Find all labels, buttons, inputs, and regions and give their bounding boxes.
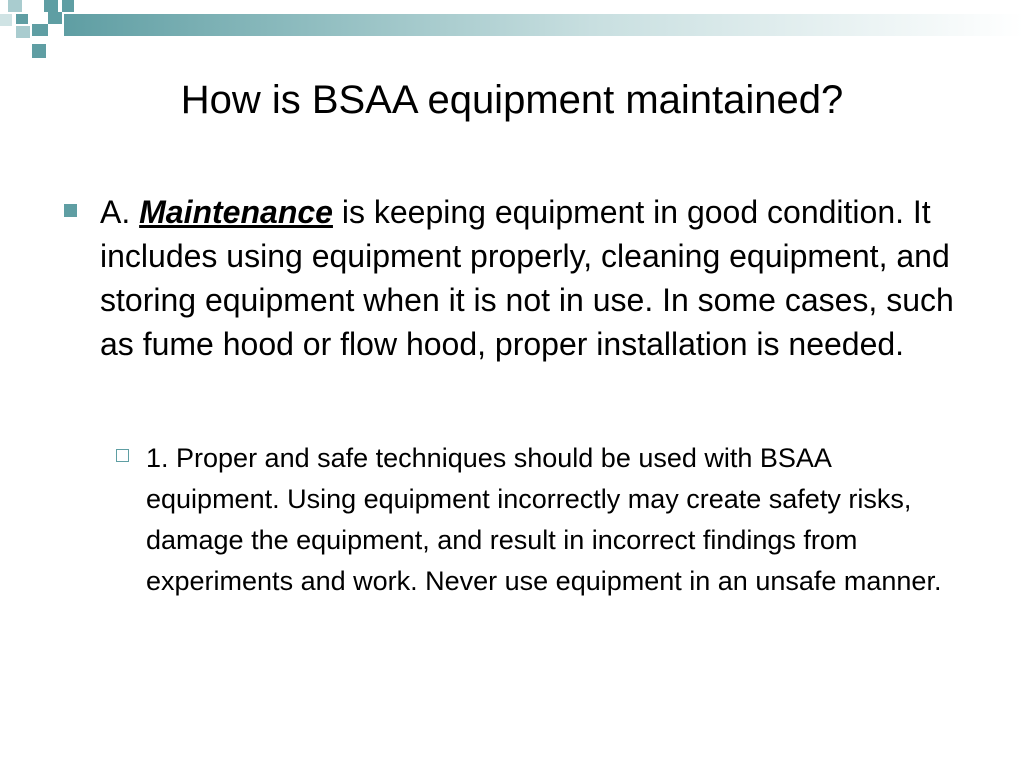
decor-square bbox=[16, 26, 30, 38]
sub-bullet-text: 1. Proper and safe techniques should be used with BSAA equipment. Using equipment incorrectly may create safety risks, damage the equipment, and result in incorrect findings from experiments and work. Never use equipment in an unsafe manner. bbox=[146, 443, 942, 596]
header-gradient-band bbox=[64, 14, 1024, 36]
bullet-text bbox=[100, 190, 964, 366]
bullet-body: is keeping equipment in good condition. It includes using equipment properly, cleaning equipment, and storing equipment when it is not in use. In some cases, such as fume hood or flow hood, proper installation is needed. bbox=[100, 194, 954, 362]
bullet-term: Maintenance bbox=[139, 194, 333, 230]
decor-square bbox=[16, 14, 28, 24]
hollow-square-bullet-icon bbox=[116, 449, 129, 462]
square-bullet-icon bbox=[64, 204, 77, 217]
decor-square bbox=[32, 44, 46, 58]
sub-bullet-item bbox=[116, 438, 966, 602]
decor-square bbox=[0, 14, 12, 26]
decor-square bbox=[8, 0, 22, 12]
decor-square bbox=[48, 12, 62, 24]
slide-title: How is BSAA equipment maintained? bbox=[180, 78, 844, 122]
decor-square bbox=[32, 24, 48, 36]
decor-square bbox=[44, 0, 58, 12]
bullet-prefix: A. bbox=[100, 194, 140, 230]
bullet-item bbox=[64, 190, 964, 366]
decor-square bbox=[62, 0, 74, 12]
